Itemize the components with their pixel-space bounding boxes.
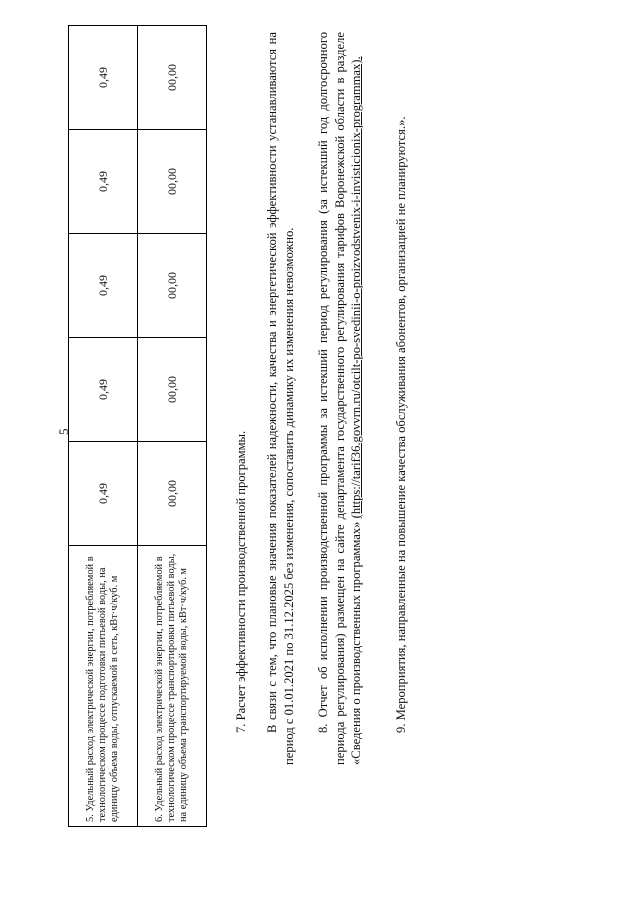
table-cell-label: 5. Удельный расход электрической энергии, потребляемой в технологическом процессе подготовки питьевой воды, на единицу объема воды, отпускаемой в сеть, кВт·ч/куб. м [69, 546, 138, 827]
page-number: 5 [56, 428, 71, 435]
table-cell-value: 00,00 [138, 338, 207, 442]
section-7-text: В связи с тем, что плановые значения показателей надежности, качества и энергетической эффективности устанавливаются на период с 01.01.2021 по 31.12.2025 без изменения, сопоставить динамику их изменения невозможно. [265, 32, 296, 765]
table-cell-value: 0,49 [69, 338, 138, 442]
table-row [69, 26, 138, 827]
section-8-text: 8. Отчет об исполнении производственной программы за истекший период регулирования (за истекший год долгосрочного периода регулирования) размещен на сайте департамента государственного регулирования тарифов Воронежской области в разделе «Сведения о производственных программах» [316, 32, 364, 765]
section-7-heading: 7. Расчет эффективности производственной программы. [234, 430, 248, 733]
table-cell-value: 00,00 [138, 234, 207, 338]
table-cell-value: 00,00 [138, 26, 207, 130]
table-cell-value: 0,49 [69, 26, 138, 130]
table-cell-value: 0,49 [69, 234, 138, 338]
table-cell-value: 00,00 [138, 130, 207, 234]
table-cell-value: 00,00 [138, 442, 207, 546]
table-row [138, 26, 207, 827]
table-cell-value: 0,49 [69, 442, 138, 546]
table-cell-label: 6. Удельный расход электрической энергии, потребляемой в технологическом процессе транспортировки питьевой воды, на единицу объема транспортируемой воды, кВт·ч/куб. м [138, 546, 207, 827]
section-8 [315, 32, 365, 765]
section-8-link[interactable]: (https://tarif36.govvrn.ru/otcilt-po-svedinii-o-proizvodstvenix-i-invisticionix-programmax). [349, 56, 364, 519]
indicators-table [68, 25, 207, 827]
table-cell-value: 0,49 [69, 130, 138, 234]
section-9-text: 9. Мероприятия, направленные на повышение качества обслуживания абонентов, организацией не планируются.». [394, 116, 408, 733]
